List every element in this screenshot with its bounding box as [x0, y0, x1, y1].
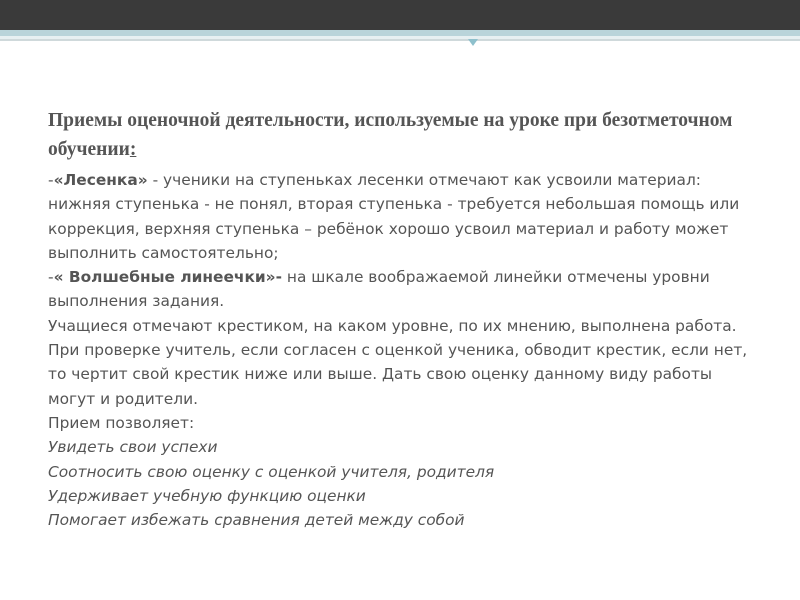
- benefit-item: Помогает избежать сравнения детей между собой: [48, 511, 465, 530]
- technique-ladder-keyword: «Лесенка»: [53, 171, 148, 189]
- slide-title: [48, 106, 748, 164]
- technique-ladder-description: - ученики на ступеньках лесенки отмечают как усвоили материал: нижняя ступенька - не понял, вторая ступенька - требуется небольшая помощь или коррекция, верхняя ступенька – ребёнок хорошо усвоил материал и работу может выполнить самостоятельно;: [48, 171, 740, 262]
- technique-ladder: [48, 168, 748, 265]
- benefit-item: Соотносить свою оценку с оценкой учителя, родителя: [48, 462, 495, 481]
- header-accent-line: [0, 39, 800, 41]
- allows-label: Прием позволяет:: [48, 413, 195, 432]
- slide-content: [48, 106, 748, 532]
- slide-title-text: Приемы оценочной деятельности, используемые на уроке при безотметочном обучении: [48, 110, 733, 160]
- technique-rulers: [48, 265, 748, 314]
- benefit-item: Удерживает учебную функцию оценки: [48, 486, 366, 505]
- technique-rulers-keyword: « Волшебные линеечки»-: [53, 268, 283, 287]
- slide-title-colon: :: [129, 139, 137, 160]
- technique-ladder-prefix: -: [48, 171, 54, 189]
- technique-rulers-description: на шкале воображаемой линейки отмечены уровни выполнения задания.: [48, 268, 710, 311]
- slide-body: [48, 168, 748, 532]
- benefit-item: Увидеть свои успехи: [48, 438, 218, 457]
- technique-rulers-prefix: -: [48, 268, 54, 287]
- procedure-paragraph: Учащиеся отмечают крестиком, на каком уровне, по их мнению, выполнена работа. При проверке учитель, если согласен с оценкой ученика, обводит крестик, если нет, то чертит свой крестик ниже или выше. Дать свою оценку данному виду работы могут и родители.: [48, 316, 748, 408]
- slide-header-bar: [0, 0, 800, 30]
- slide-marker-triangle-icon: [468, 39, 478, 46]
